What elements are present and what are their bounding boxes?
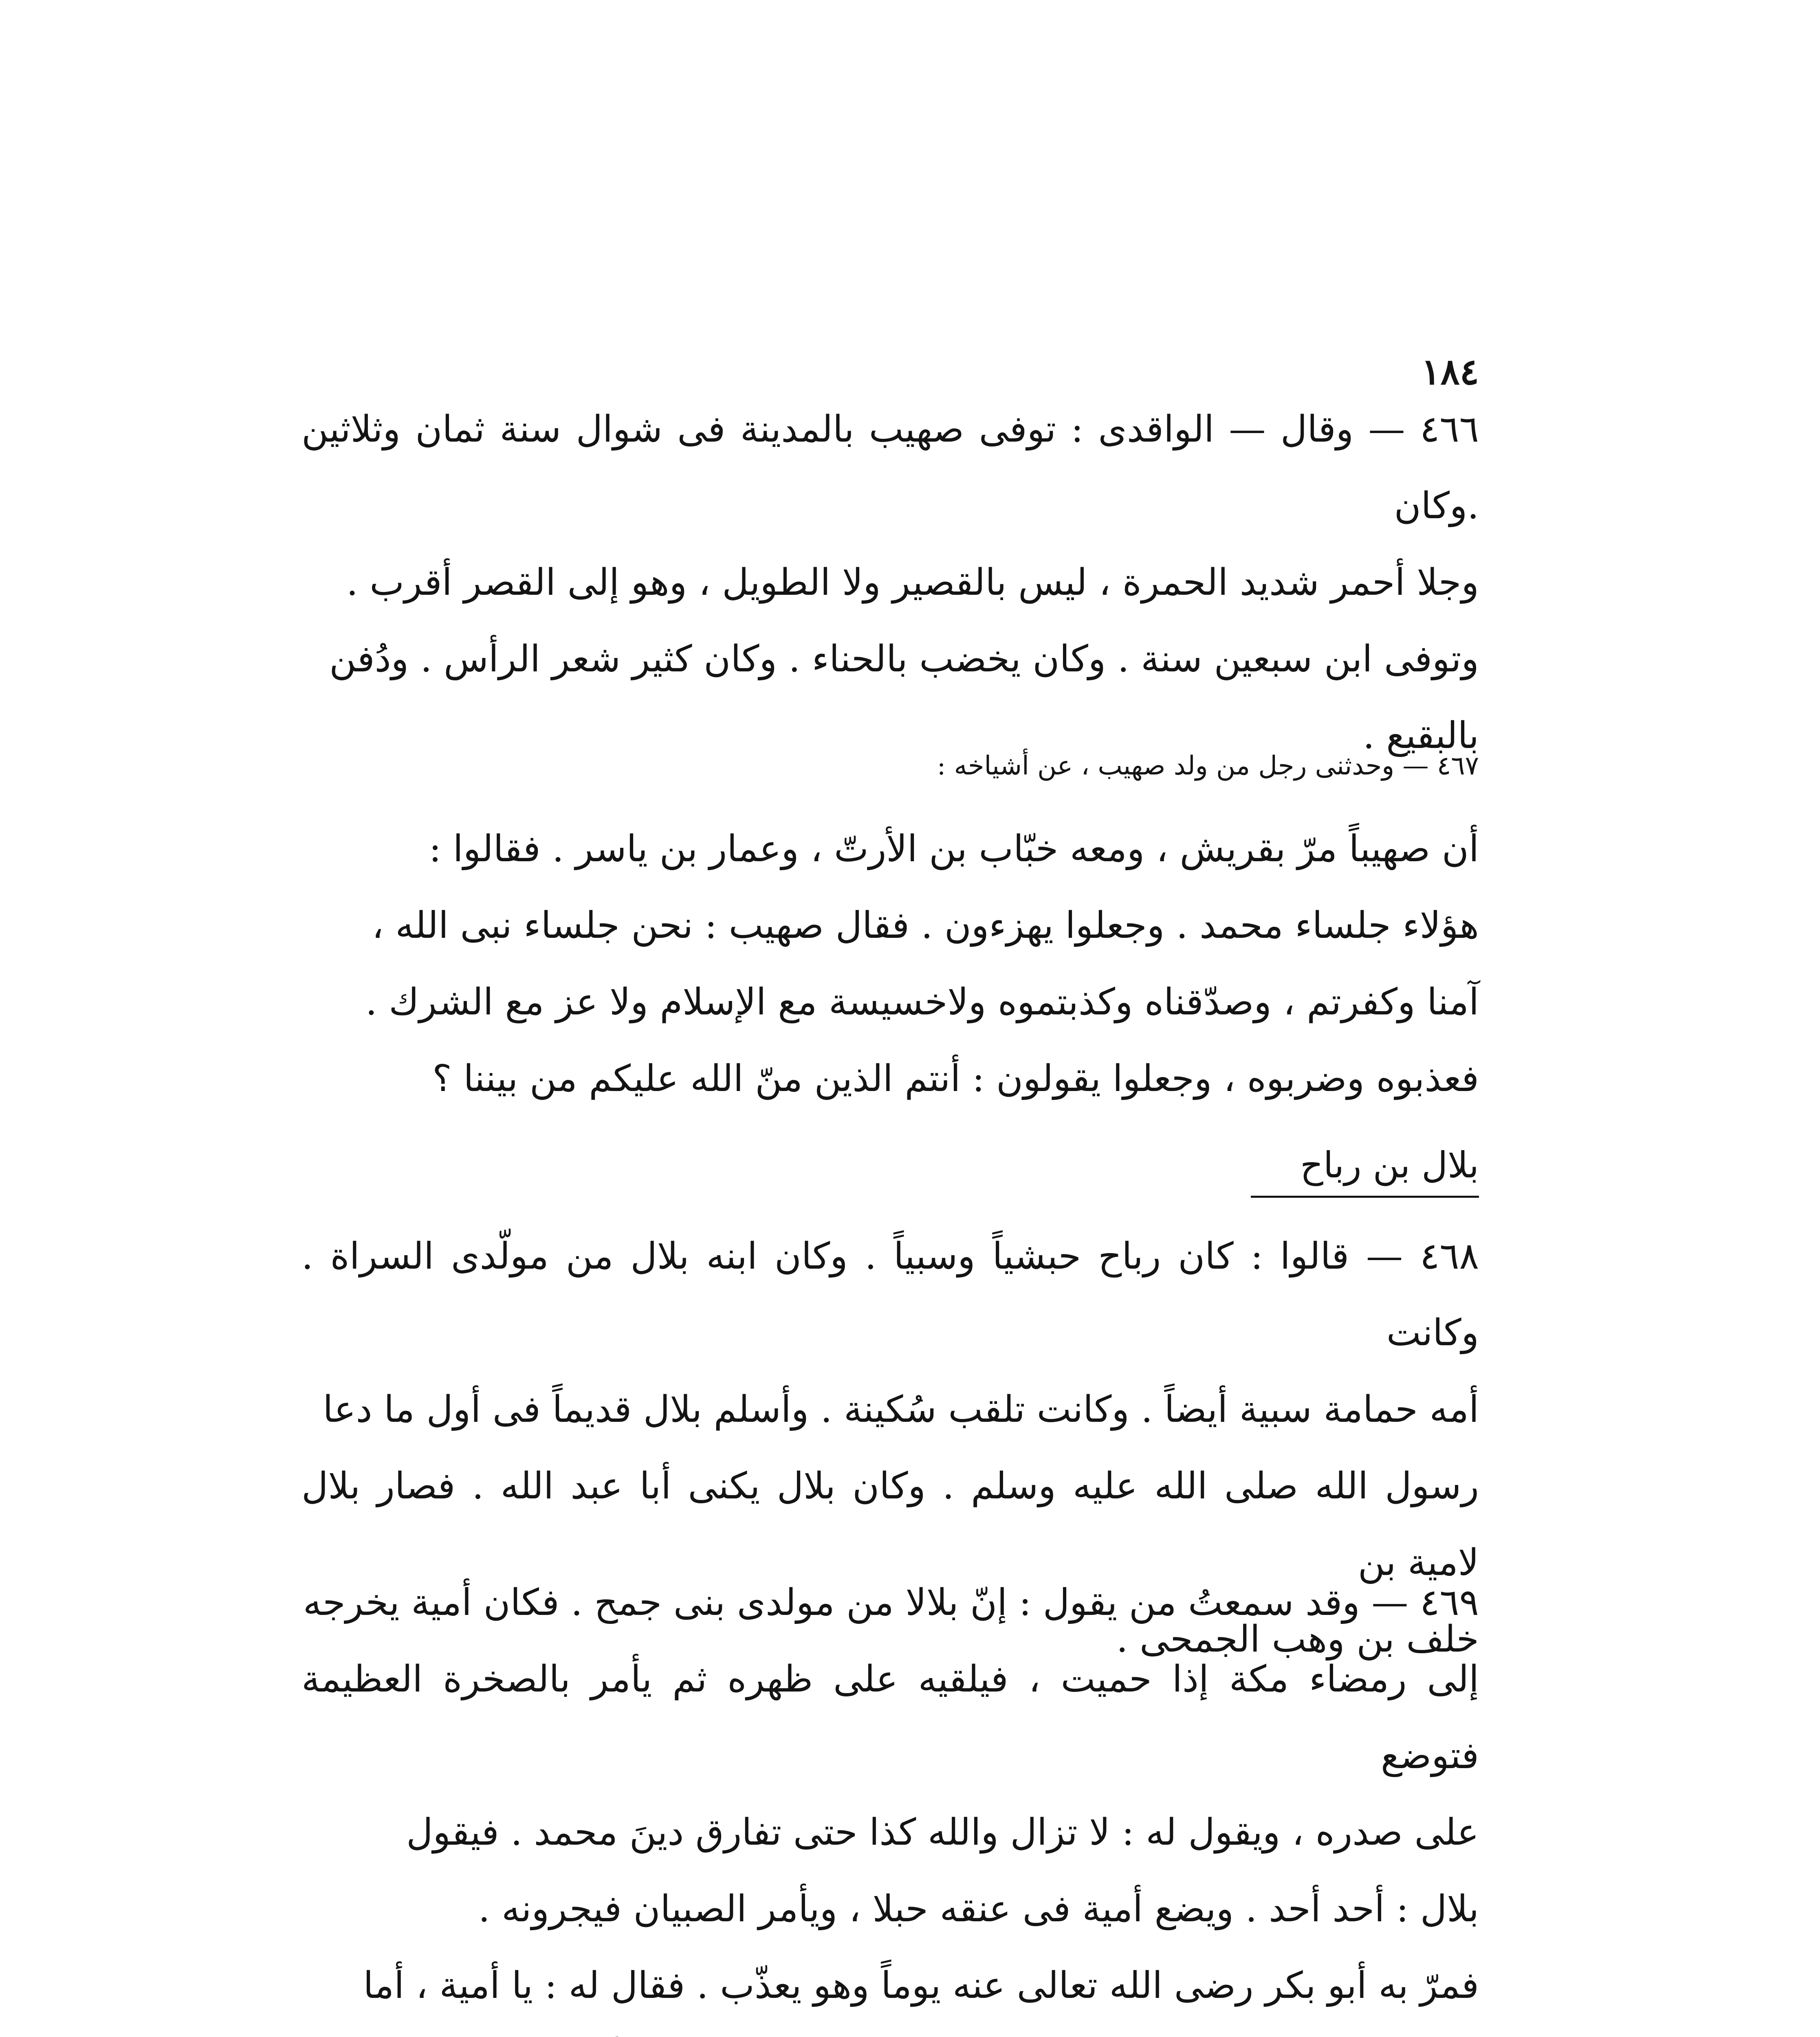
paragraph-469 <box>301 1564 1479 2037</box>
text-line: آمنا وكفرتم ، وصدّقناه وكذبتموه ولاخسيسة مع الإسلام ولا عز مع الشرك . <box>365 981 1479 1023</box>
paragraph-467 <box>301 811 1479 1117</box>
text-line: على صدره ، ويقول له : لا تزال والله كذا حتى تفارق دينَ محمد . فيقول <box>406 1811 1479 1854</box>
text-line: أمه حمامة سبية أيضاً . وكانت تلقب سُكينة . وأسلم بلال قديماً فى أول ما دعا <box>323 1388 1479 1431</box>
section-heading: بلال بن رباح <box>1300 1144 1479 1186</box>
text-line: إلى رمضاء مكة إذا حميت ، فيلقيه على ظهره ثم يأمر بالصخرة العظيمة فتوضع <box>301 1658 1479 1777</box>
text-line: فمرّ به أبو بكر رضى الله تعالى عنه يوماً وهو يعذّب . فقال له : يا أمية ، أما <box>363 1964 1479 2007</box>
text-line: خلف بن وهب الجمحى . <box>1116 1618 1479 1661</box>
text-line: ٤٦٧ — وحدثنى رجل من ولد صهيب ، عن أشياخه : <box>937 751 1479 781</box>
text-line: أن صهيباً مرّ بقريش ، ومعه خبّاب بن الأرتّ ، وعمار بن ياسر . فقالوا : <box>429 827 1479 870</box>
text-line: ٤٦٦ — وقال — الواقدى : توفى صهيب بالمدينة فى شوال سنة ثمان وثلاثين .وكان <box>301 408 1479 527</box>
heading-underline <box>1251 1196 1479 1198</box>
text-line <box>301 2024 1479 2037</box>
paragraph-466 <box>301 391 1479 774</box>
text-line: بالبقيع . <box>1363 714 1479 757</box>
text-line: ٤٦٩ — وقد سمعتُ من يقول : إنّ بلالا من مولدى بنى جمح . فكان أمية يخرجه <box>303 1581 1479 1624</box>
paragraph-467-intro <box>815 746 1479 786</box>
text-line: ٤٦٨ — قالوا : كان رباح حبشياً وسبياً . وكان ابنه بلال من مولّدى السراة . وكانت <box>301 1235 1479 1354</box>
text-line: وجلا أحمر شديد الحمرة ، ليس بالقصير ولا الطويل ، وهو إلى القصر أقرب . <box>346 561 1479 604</box>
text-line: رسول الله صلى الله عليه وسلم . وكان بلال يكنى أبا عبد الله . فصار بلال لامية بن <box>301 1465 1479 1584</box>
text-line: وتوفى ابن سبعين سنة . وكان يخضب بالحناء . وكان كثير شعر الرأس . ودُفن <box>329 638 1479 680</box>
text-line: بلال : أحد أحد . ويضع أمية فى عنقه حبلا ، ويأمر الصبيان فيجرونه . <box>478 1887 1479 1930</box>
text-line: هؤلاء جلساء محمد . وجعلوا يهزءون . فقال صهيب : نحن جلساء نبى الله ، <box>372 904 1479 947</box>
text-line: فعذبوه وضربوه ، وجعلوا يقولون : أنتم الذين منّ الله عليكم من بيننا ؟ <box>432 1057 1479 1100</box>
page-number: ١٨٤ <box>1421 350 1479 393</box>
